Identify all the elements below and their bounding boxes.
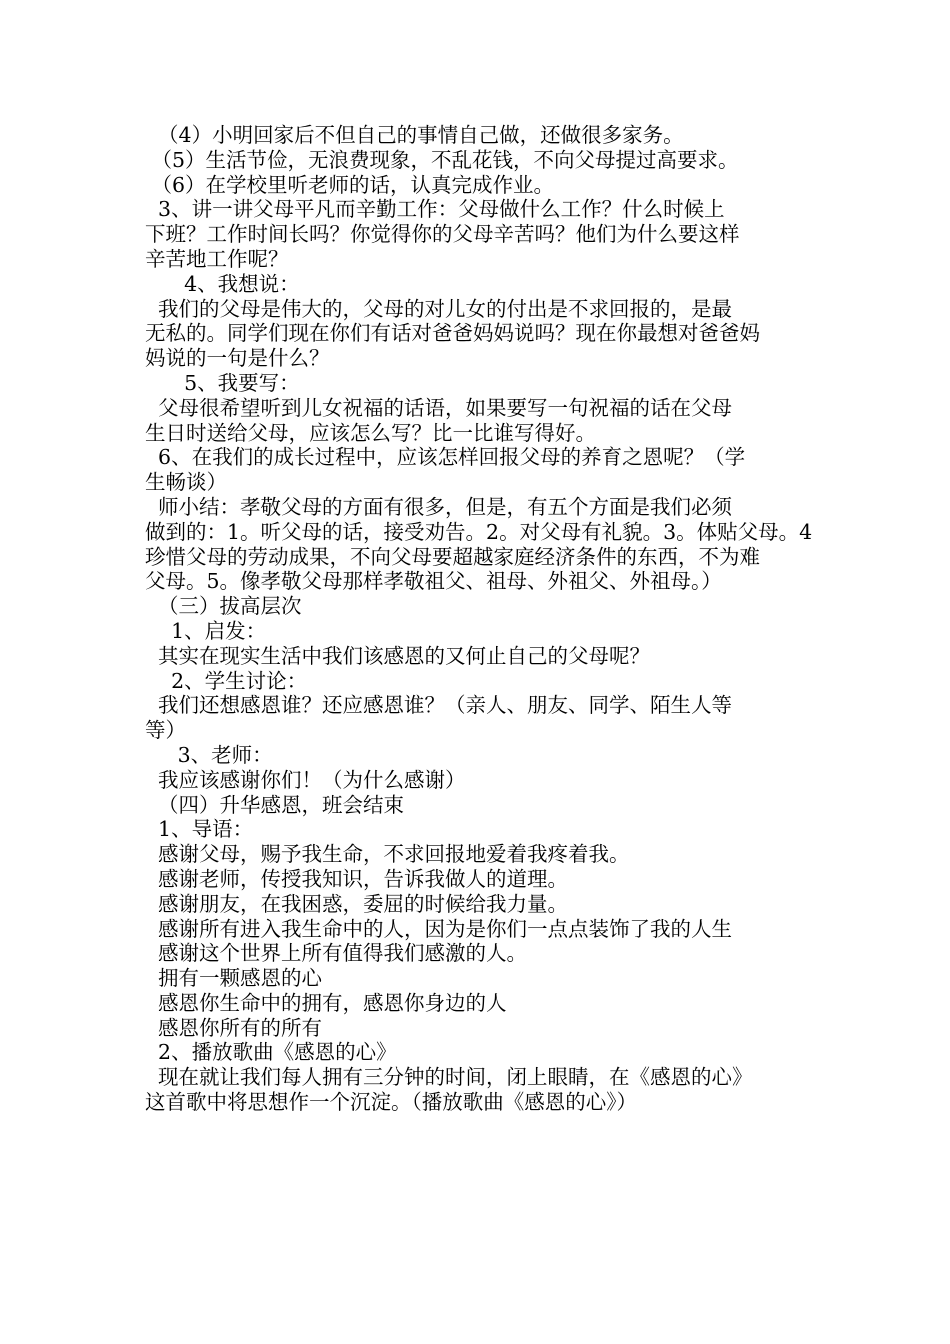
- text-line: 父母很希望听到儿女祝福的话语，如果要写一句祝福的话在父母: [145, 395, 733, 420]
- text-line: 3、讲一讲父母平凡而辛勤工作：父母做什么工作？什么时候上: [145, 197, 725, 222]
- text-line: （6）在学校里听老师的话，认真完成作业。: [145, 172, 555, 197]
- text-line: 辛苦地工作呢？: [145, 246, 289, 271]
- text-line: 感谢所有进入我生命中的人，因为是你们一点点装饰了我的人生: [145, 916, 733, 941]
- text-line: 拥有一颗感恩的心: [145, 966, 323, 991]
- text-line: 生日时送给父母，应该怎么写？比一比谁写得好。: [145, 420, 596, 445]
- text-line: 6、在我们的成长过程中，应该怎样回报父母的养育之恩呢？（学: [145, 445, 746, 470]
- text-line: 父母。5。像孝敬父母那样孝敬祖父、祖母、外祖父、外祖母。）: [145, 569, 722, 594]
- text-line: 感谢父母，赐予我生命，不求回报地爱着我疼着我。: [145, 842, 630, 867]
- text-line: 等）: [145, 718, 186, 743]
- text-line: 师小结：孝敬父母的方面有很多，但是，有五个方面是我们必须: [145, 494, 733, 519]
- text-line: 2、播放歌曲《感恩的心》: [145, 1040, 397, 1065]
- text-line: （四）升华感恩，班会结束: [145, 792, 405, 817]
- text-line: （4）小明回家后不但自己的事情自己做，还做很多家务。: [145, 123, 684, 147]
- text-line: （三）拔高层次: [145, 594, 302, 619]
- text-line: 下班？工作时间长吗？你觉得你的父母辛苦吗？他们为什么要这样: [145, 222, 740, 247]
- text-line: 感谢老师，传授我知识，告诉我做人的道理。: [145, 866, 569, 891]
- text-line: 珍惜父母的劳动成果，不向父母要超越家庭经济条件的东西，不为难: [145, 544, 760, 569]
- text-line: 2、学生讨论：: [145, 668, 308, 693]
- document-body: [145, 123, 817, 1115]
- text-line: 我们还想感恩谁？还应感恩谁？（亲人、朋友、同学、陌生人等: [145, 693, 733, 718]
- text-line: 4、我想说：: [145, 271, 300, 296]
- text-line: 做到的：1。听父母的话，接受劝告。2。对父母有礼貌。3。体贴父母。4: [145, 519, 813, 544]
- text-line: 妈说的一句是什么？: [145, 346, 330, 371]
- text-line: 感谢朋友，在我困惑，委屈的时候给我力量。: [145, 891, 569, 916]
- text-line: 现在就让我们每人拥有三分钟的时间，闭上眼睛，在《感恩的心》: [145, 1065, 753, 1090]
- text-line: 生畅谈）: [145, 470, 227, 495]
- text-line: 感恩你生命中的拥有，感恩你身边的人: [145, 990, 507, 1015]
- text-line: 我们的父母是伟大的，父母的对儿女的付出是不求回报的，是最: [145, 296, 733, 321]
- text-line: （5）生活节俭，无浪费现象，不乱花钱，不向父母提过高要求。: [145, 147, 739, 172]
- text-line: 感谢这个世界上所有值得我们感激的人。: [145, 941, 528, 966]
- text-line: 无私的。同学们现在你们有话对爸爸妈妈说吗？现在你最想对爸爸妈: [145, 321, 760, 346]
- text-line: 感恩你所有的所有: [145, 1015, 323, 1040]
- text-line: 这首歌中将思想作一个沉淀。（播放歌曲《感恩的心》）: [145, 1090, 637, 1115]
- text-line: 3、老师：: [145, 742, 273, 767]
- text-line: 1、导语：: [145, 817, 254, 842]
- text-line: 我应该感谢你们！（为什么感谢）: [145, 767, 466, 792]
- text-line: 1、启发：: [145, 618, 267, 643]
- text-line: 5、我要写：: [145, 370, 300, 395]
- text-line: 其实在现实生活中我们该感恩的又何止自己的父母呢？: [145, 643, 651, 668]
